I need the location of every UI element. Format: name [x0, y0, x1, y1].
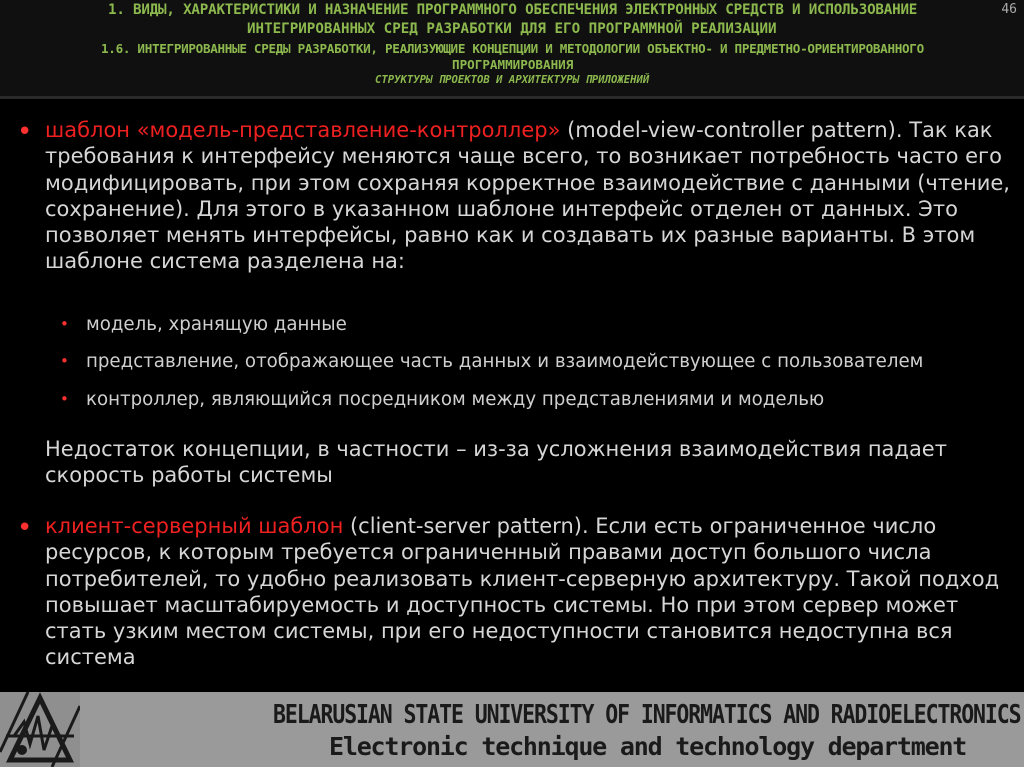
page-number: 46	[1001, 2, 1017, 17]
mvc-term: шаблон «модель-представление-контроллер»	[45, 118, 561, 142]
bullet-marker: •	[17, 513, 33, 543]
sub-item-model: модель, хранящую данные	[86, 314, 347, 335]
bullet-mvc-paragraph	[45, 117, 1020, 275]
header-title-line1: 1. ВИДЫ, ХАРАКТЕРИСТИКИ И НАЗНАЧЕНИЕ ПРОГРАММНОГО ОБЕСПЕЧЕНИЯ ЭЛЕКТРОННЫХ СРЕДСТВ И ИСПОЛЬЗОВАНИЕ	[108, 2, 918, 18]
university-logo-icon	[0, 692, 80, 767]
slide-footer	[0, 692, 1024, 767]
sub-item-view: представление, отображающее часть данных и взаимодействующее с пользователем	[86, 351, 924, 372]
mvc-description: (model-view-controller pattern). Так как требования к интерфейсу меняются чаще всего, то возникает потребность часто его модифицировать, при этом сохраняя корректное взаимодействие с данными (чтение, сохранение). Для этого в указанном шаблоне интерфейс отделен от данных. Это позволяет менять интерфейсы, равно как и создавать их разные варианты. В этом шаблоне система разделена на:	[45, 118, 1010, 274]
sub-bullet-marker: •	[60, 352, 69, 370]
client-server-description: (client-server pattern). Если есть ограниченное число ресурсов, к которым требуется ограниченный правами доступ большого числа потребителей, то удобно реализовать клиент-серверную архитектуру. Такой подход повышает масштабируемость и доступность системы. Но при этом сервер может стать узким местом системы, при его недоступности становится недоступна вся система	[45, 514, 1000, 670]
client-server-term: клиент-серверный шаблон	[45, 514, 344, 538]
drawback-paragraph: Недостаток концепции, в частности – из-за усложнения взаимодействия падает скорость работы системы	[45, 437, 947, 488]
bullet-marker: •	[17, 117, 33, 147]
slide-content	[0, 100, 1024, 692]
sub-bullet-marker: •	[60, 390, 69, 408]
bullet-client-server-paragraph	[45, 513, 1020, 671]
footer-university-name: BELARUSIAN STATE UNIVERSITY OF INFORMATICS AND RADIOELECTRONICS	[273, 700, 1021, 730]
footer-department-name: Electronic technique and technology department	[329, 732, 967, 761]
header-title-line1-cont: ИНТЕГРИРОВАННЫХ СРЕД РАЗРАБОТКИ ДЛЯ ЕГО ПРОГРАММНОЙ РЕАЛИЗАЦИИ	[247, 21, 777, 37]
header-subtitle-line: 1.6. ИНТЕГРИРОВАННЫЕ СРЕДЫ РАЗРАБОТКИ, РЕАЛИЗУЮЩИЕ КОНЦЕПЦИИ И МЕТОДОЛОГИИ ОБЪЕКТНО- И ПРЕДМЕТНО-ОРИЕНТИРОВАННОГО	[101, 41, 924, 56]
header-section-title: СТРУКТУРЫ ПРОЕКТОВ И АРХИТЕКТУРЫ ПРИЛОЖЕНИЙ	[375, 74, 650, 86]
slide-header	[0, 0, 1024, 96]
sub-bullet-marker: •	[60, 315, 69, 333]
header-subtitle-line-cont: ПРОГРАММИРОВАНИЯ	[452, 57, 574, 72]
sub-item-controller: контроллер, являющийся посредником между представлениями и моделью	[86, 389, 825, 410]
header-divider	[0, 96, 1024, 99]
